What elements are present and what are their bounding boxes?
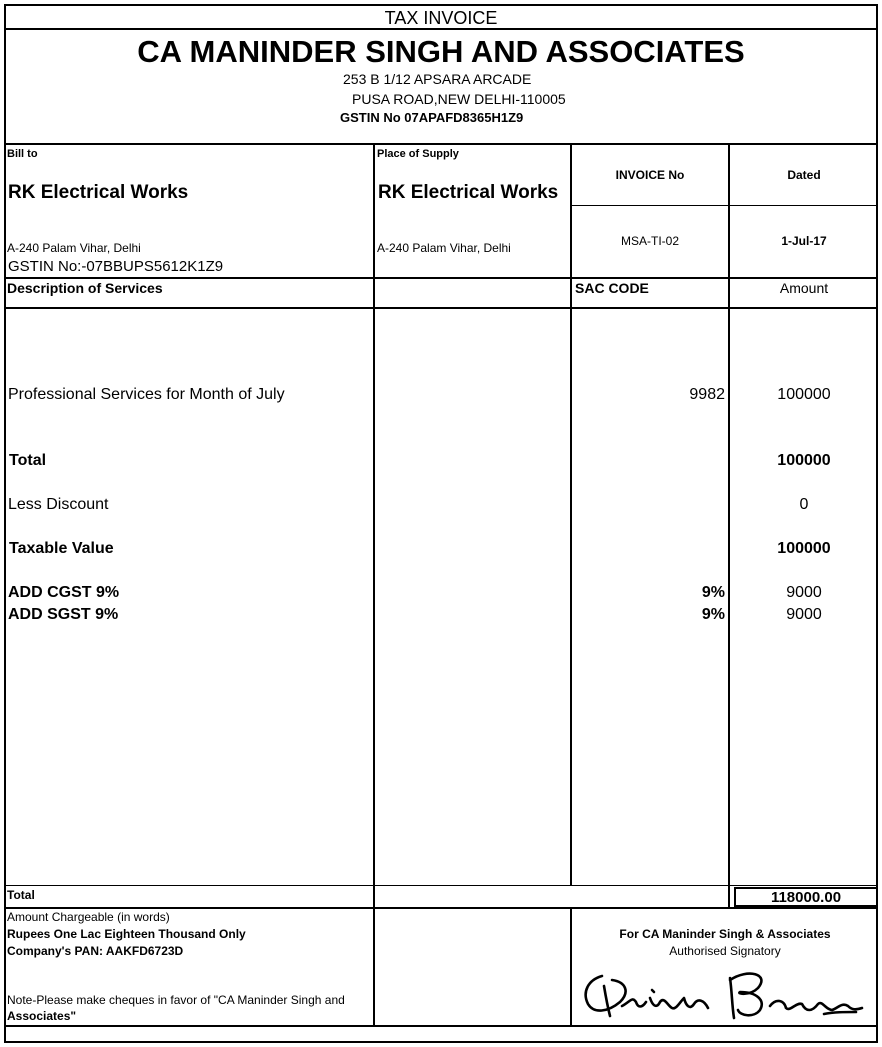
amount-in-words: Rupees One Lac Eighteen Thousand Only — [7, 927, 246, 941]
bill-to-name: RK Electrical Works — [8, 182, 189, 203]
signature-image — [580, 962, 870, 1024]
company-gstin: GSTIN No 07APAFD8365H1Z9 — [340, 110, 524, 125]
cgst-amount: 9000 — [786, 584, 822, 601]
sgst-amount: 9000 — [786, 606, 822, 623]
divider — [4, 907, 878, 909]
sac-code-header: SAC CODE — [575, 280, 649, 296]
column-divider — [570, 143, 572, 885]
bill-to-gstin: GSTIN No:-07BBUPS5612K1Z9 — [8, 258, 224, 275]
place-of-supply-label: Place of Supply — [377, 148, 459, 160]
divider — [4, 307, 878, 309]
service-description: Professional Services for Month of July — [8, 386, 285, 403]
discount-label: Less Discount — [8, 496, 109, 513]
company-address-line1: 253 B 1/12 APSARA ARCADE — [343, 71, 532, 87]
divider — [4, 1025, 878, 1027]
company-address-line2: PUSA ROAD,NEW DELHI-110005 — [352, 91, 566, 107]
authorised-signatory: Authorised Signatory — [669, 944, 781, 958]
amount-in-words-label: Amount Chargeable (in words) — [7, 910, 170, 924]
company-pan: Company's PAN: AAKFD6723D — [7, 944, 184, 958]
bill-to-label: Bill to — [7, 148, 38, 160]
cheque-note-line1 — [7, 994, 345, 1006]
invoice-number-label: INVOICE No — [615, 168, 685, 182]
discount-amount: 0 — [799, 496, 809, 513]
taxable-value-label: Taxable Value — [9, 540, 114, 557]
subtotal-amount: 100000 — [777, 452, 831, 469]
amount-header: Amount — [779, 280, 829, 296]
cheque-note-line2: Associates" — [7, 1009, 77, 1023]
invoice-number: MSA-TI-02 — [620, 234, 679, 248]
grand-total-label: Total — [7, 888, 35, 902]
divider — [4, 28, 878, 30]
invoice-date-label: Dated — [787, 168, 821, 182]
divider — [4, 277, 878, 279]
place-of-supply-name: RK Electrical Works — [378, 182, 559, 203]
subtotal-label: Total — [9, 452, 47, 469]
divider — [571, 205, 878, 206]
document-title: TAX INVOICE — [384, 8, 498, 28]
column-divider — [373, 143, 375, 1027]
sgst-rate: 9% — [701, 606, 725, 623]
invoice-date: 1-Jul-17 — [781, 234, 827, 248]
service-sac-code: 9982 — [689, 386, 725, 403]
place-of-supply-address: A-240 Palam Vihar, Delhi — [377, 241, 511, 255]
cgst-rate: 9% — [701, 584, 725, 601]
column-divider — [728, 143, 730, 909]
cheque-note-text: Note-Please make cheques in favor of "CA Maninder Singh and — [7, 993, 345, 1007]
taxable-value-amount: 100000 — [777, 540, 831, 557]
for-company: For CA Maninder Singh & Associates — [619, 927, 831, 941]
grand-total-amount: 118000.00 — [770, 889, 842, 906]
cgst-label: ADD CGST 9% — [8, 584, 120, 601]
column-divider — [570, 907, 572, 1027]
description-header: Description of Services — [7, 280, 163, 296]
bill-to-address: A-240 Palam Vihar, Delhi — [7, 241, 141, 255]
sgst-label: ADD SGST 9% — [8, 606, 119, 623]
service-amount: 100000 — [777, 386, 831, 403]
company-name: CA MANINDER SINGH AND ASSOCIATES — [137, 34, 745, 69]
divider — [4, 143, 878, 145]
divider — [4, 885, 878, 886]
